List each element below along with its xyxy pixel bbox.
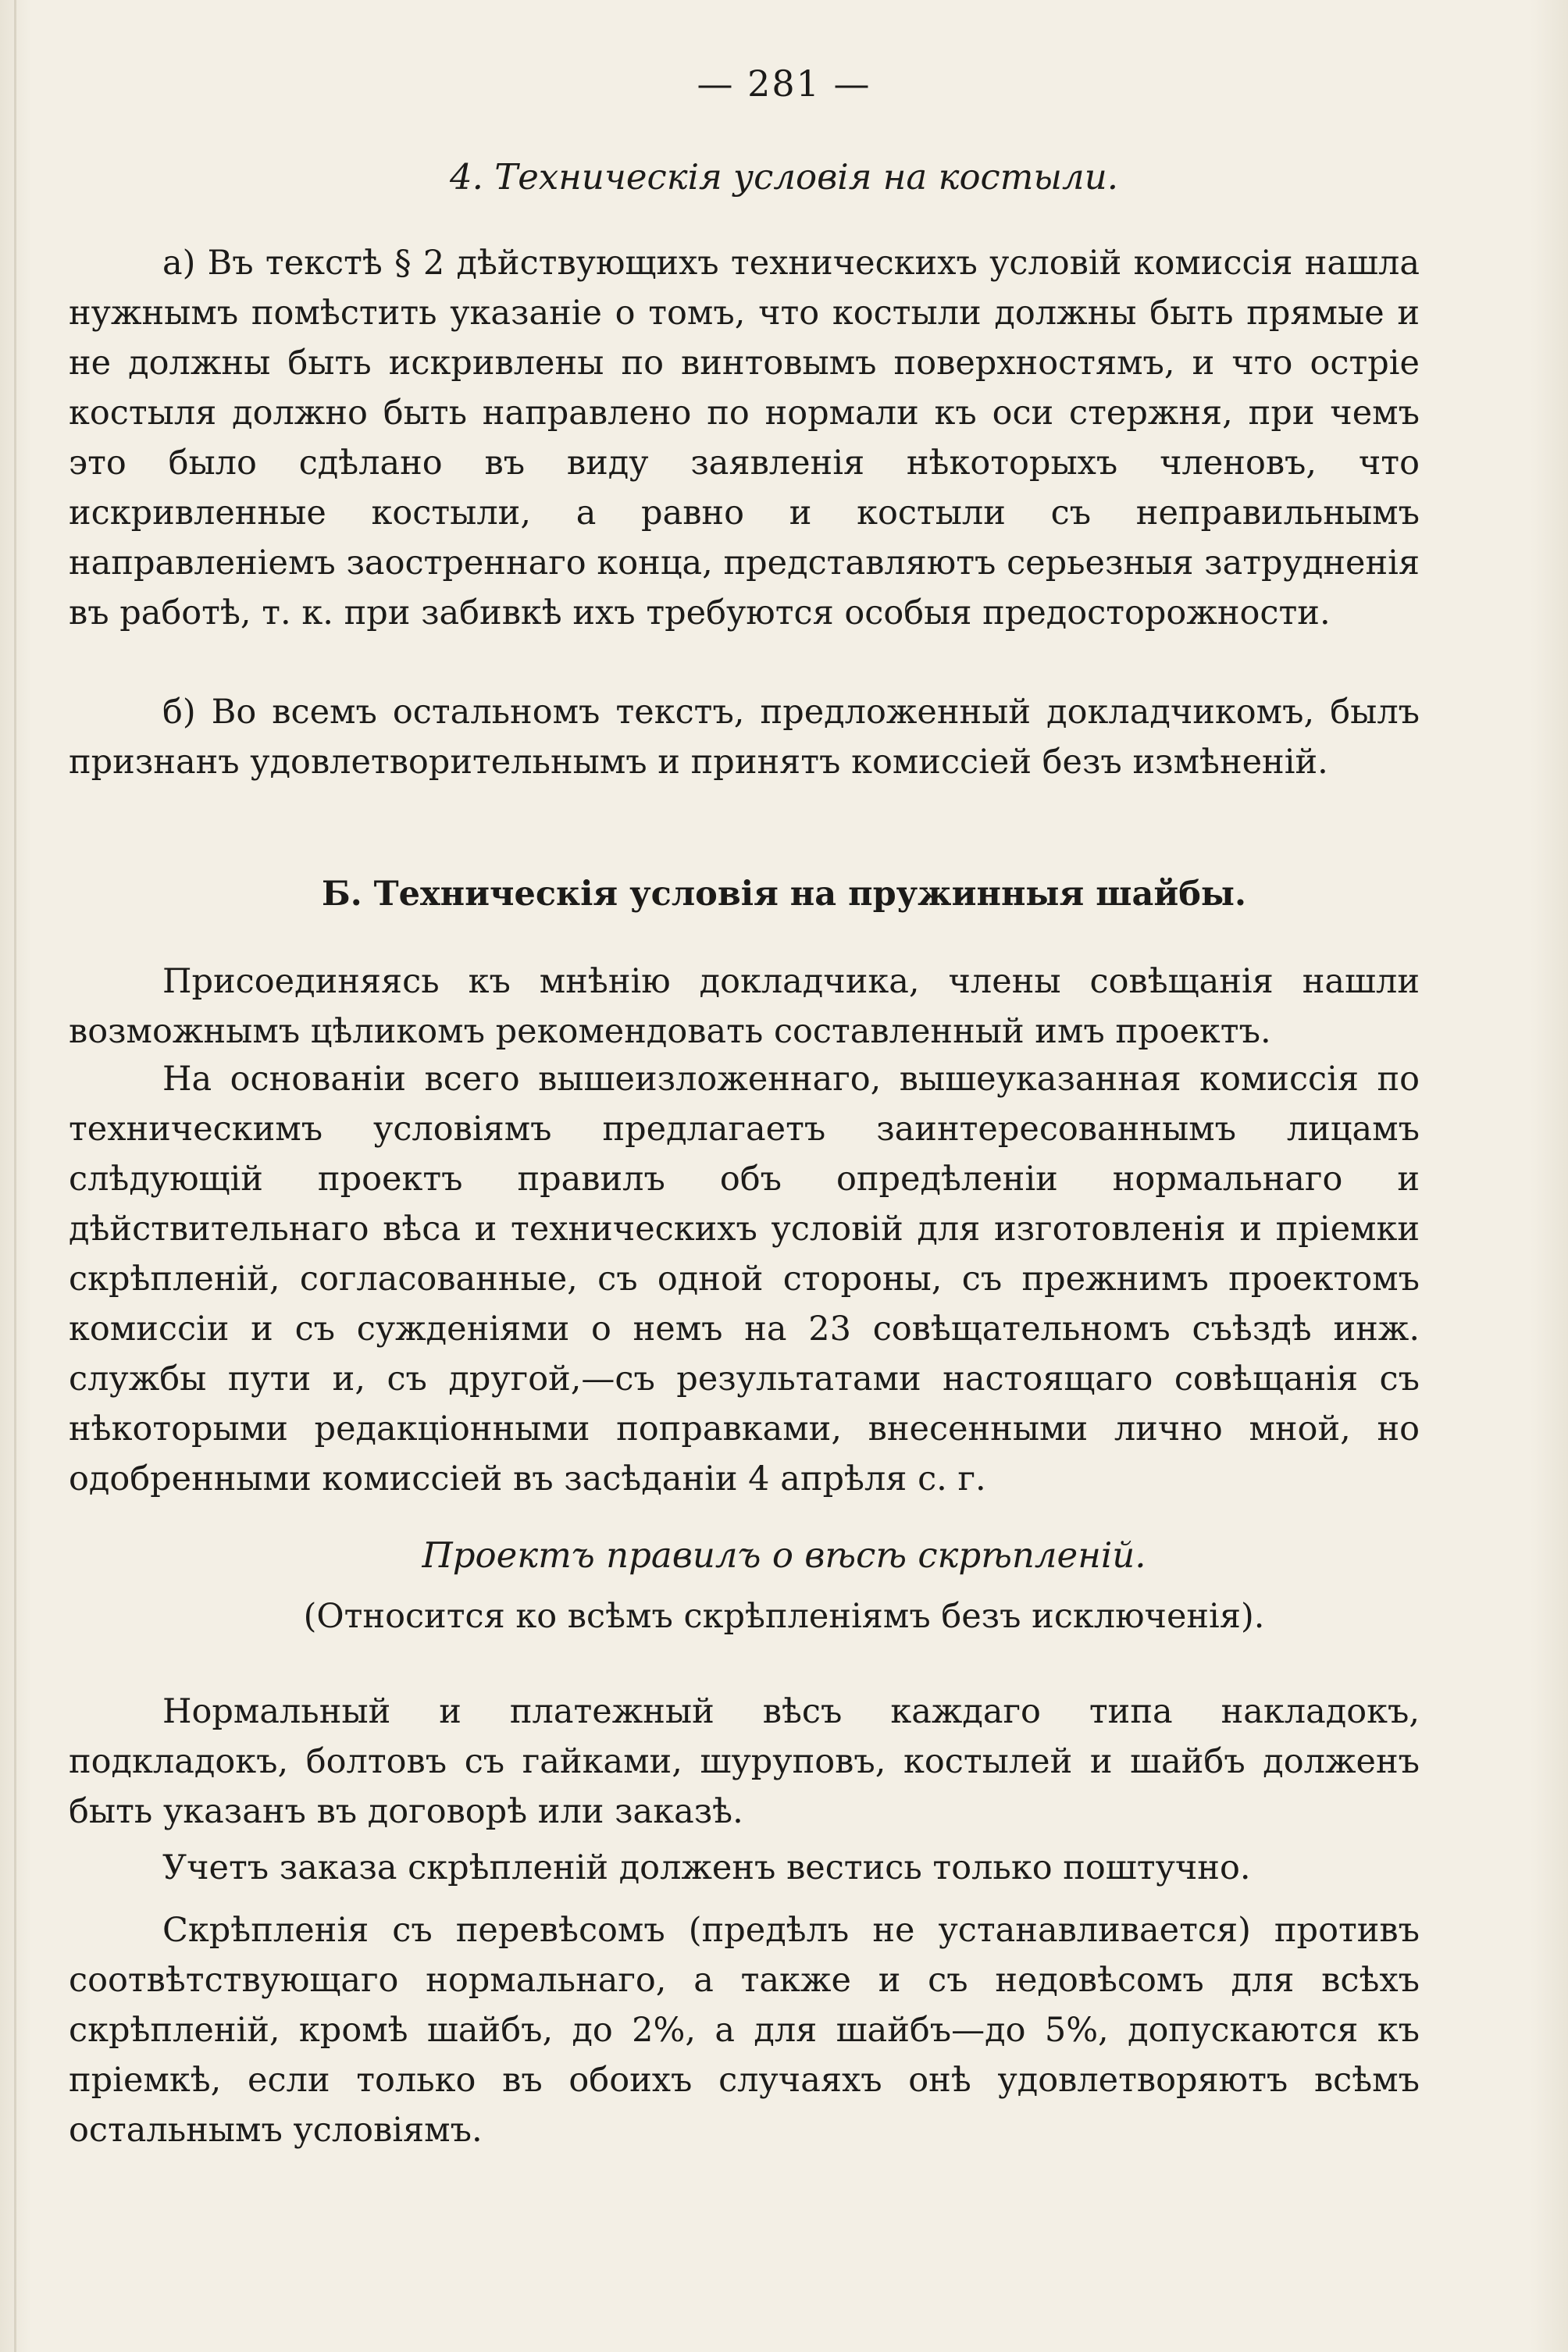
page-number: — 281 — [697,62,871,105]
section-4-title: 4. Техническія условія на костыли. [449,156,1118,198]
paragraph-count: Учетъ заказа скрѣпленій долженъ вестись только поштучно. [162,1848,1251,1887]
project-title: Проектъ правилъ о вѣсѣ скрѣпленій. [422,1534,1146,1576]
paragraph-basis: На основаніи всего вышеизложеннаго, вышеуказанная комиссія по техническимъ условіямъ предлагаетъ заинтересованнымъ лицамъ слѣдующій проектъ правилъ объ опредѣленіи нормальнаго и дѣйствительнаго вѣса и техническихъ условій для изготовленія и пріемки скрѣпленій, согласованные, съ одной стороны, съ прежнимъ проектомъ комиссіи и съ сужденіями о немъ на 23 совѣщательномъ съѣздѣ инж. службы пути и, съ другой,—съ результатами настоящаго совѣщанія съ нѣкоторыми редакціонными поправками, внесенными лично мной, но одобренными комиссіей въ засѣданіи 4 апрѣля с. г. [69,1060,1420,1499]
page-gutter [14,0,16,2352]
paragraph-weight: Нормальный и платежный вѣсъ каждаго типа накладокъ, подкладокъ, болтовъ съ гайками, шуруповъ, костылей и шайбъ долженъ быть указанъ въ договорѣ или заказѣ. [69,1692,1420,1831]
project-subtitle: (Относится ко всѣмъ скрѣпленіямъ безъ исключенія). [303,1597,1265,1636]
paragraph-join: Присоединяясь къ мнѣнію докладчика, члены совѣщанія нашли возможнымъ цѣликомъ рекомендовать составленный имъ проектъ. [69,962,1420,1051]
paragraph-a: а) Въ текстѣ § 2 дѣйствующихъ техническихъ условій комиссія нашла нужнымъ помѣстить указаніе о томъ, что костыли должны быть прямые и не должны быть искривлены по винтовымъ поверхностямъ, и что остріе костыля должно быть направлено по нормали къ оси стержня, при чемъ это было сдѣлано въ виду заявленія нѣкоторыхъ членовъ, что искривленные костыли, а равно и костыли съ неправильнымъ направленіемъ заостреннаго конца, представляютъ серьезныя затрудненія въ работѣ, т. к. при забивкѣ ихъ требуются особыя предосторожности. [69,244,1420,633]
paragraph-b: б) Во всемъ остальномъ текстъ, предложенный докладчикомъ, былъ признанъ удовлетворительнымъ и принятъ комиссіей безъ измѣненій. [69,693,1420,782]
paragraph-tolerance: Скрѣпленія съ перевѣсомъ (предѣлъ не устанавливается) противъ соотвѣтствующаго нормальнаго, а также и съ недовѣсомъ для всѣхъ скрѣпленій, кромѣ шайбъ, до 2%, а для шайбъ—до 5%, допускаются къ пріемкѣ, если только въ обоихъ случаяхъ онѣ удовлетворяютъ всѣмъ остальнымъ условіямъ. [69,1911,1420,2150]
section-b-title: Б. Техническія условія на пружинныя шайбы. [321,875,1247,914]
